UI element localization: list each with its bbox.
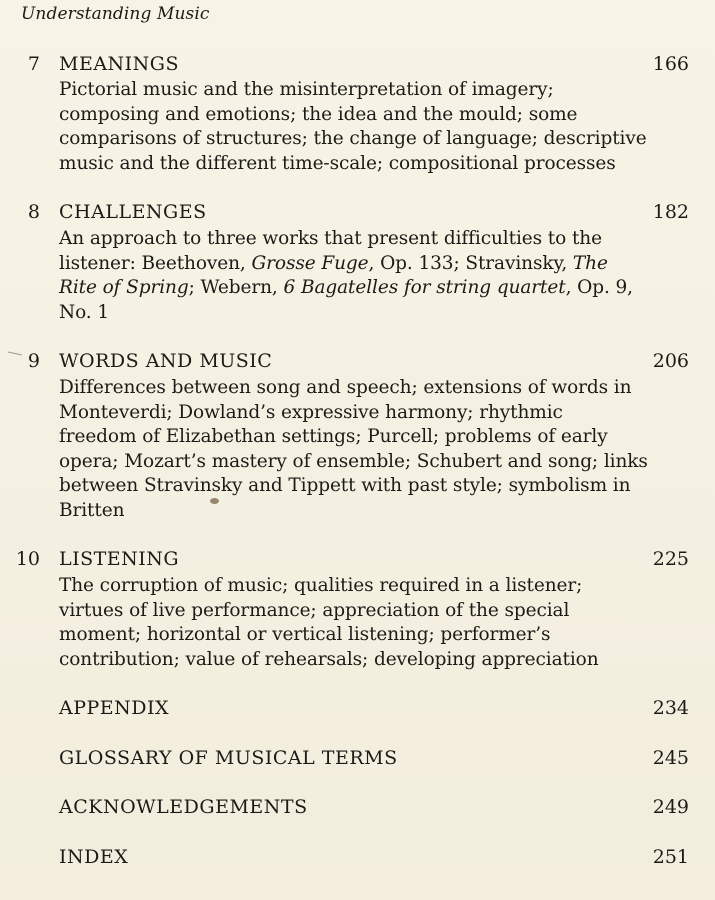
description-line: composing and emotions; the idea and the mould; some — [59, 103, 578, 125]
back-matter-page-number: 234 — [652, 697, 689, 719]
description-line — [59, 276, 649, 301]
description-line: Britten — [59, 499, 125, 521]
back-matter-title: APPENDIX — [59, 697, 170, 719]
back-matter-page-number: 245 — [652, 747, 689, 769]
chapter-number: 9 — [27, 350, 40, 372]
description-line: comparisons of structures; the change of language; descriptive — [59, 128, 647, 150]
back-matter-title: ACKNOWLEDGEMENTS — [59, 796, 308, 818]
work-title-italic: Rite of Spring — [59, 277, 189, 299]
text-run: , Op. 133; Stravinsky, — [368, 252, 573, 274]
chapter-description — [59, 376, 649, 524]
running-head: Understanding Music — [21, 4, 210, 24]
description-line: Differences between song and speech; extensions of words in — [59, 377, 632, 398]
text-run: listener: Beethoven, — [59, 252, 252, 274]
chapter-number: 10 — [15, 548, 40, 570]
chapter-page-number: 206 — [652, 350, 689, 372]
description-line: An approach to three works that present difficulties to the — [59, 228, 602, 249]
description-line: moment; horizontal or vertical listening; performer’s — [59, 624, 551, 646]
chapter-title: CHALLENGES — [59, 201, 207, 223]
text-run: ; Webern, — [188, 277, 284, 299]
description-line: The corruption of music; qualities required in a listener; — [59, 575, 583, 596]
work-title-italic: The — [572, 252, 608, 274]
back-matter-page-number: 249 — [652, 796, 689, 818]
chapter-title: WORDS AND MUSIC — [59, 350, 273, 372]
text-run: , Op. 9, — [565, 277, 633, 299]
chapter-title: MEANINGS — [59, 53, 179, 75]
chapter-page-number: 182 — [652, 201, 689, 223]
chapter-title: LISTENING — [59, 548, 180, 570]
work-title-italic: Grosse Fuge — [251, 252, 369, 274]
description-line: freedom of Elizabethan settings; Purcell; problems of early — [59, 426, 608, 448]
chapter-number: 7 — [27, 53, 40, 75]
description-line: Pictorial music and the misinterpretation of imagery; — [59, 79, 554, 100]
chapter-description — [59, 227, 649, 325]
chapter-number: 8 — [27, 201, 40, 223]
chapter-page-number: 225 — [652, 548, 689, 570]
description-line: music and the different time-scale; compositional processes — [59, 152, 616, 174]
description-line — [59, 252, 649, 277]
paper-speck — [210, 498, 219, 504]
work-title-italic: 6 Bagatelles for string quartet — [283, 277, 566, 299]
back-matter-title: GLOSSARY OF MUSICAL TERMS — [59, 747, 398, 769]
chapter-description — [59, 574, 649, 672]
back-matter-title: INDEX — [59, 846, 129, 868]
description-line: virtues of live performance; appreciation of the special — [59, 599, 570, 621]
description-line: opera; Mozart’s mastery of ensemble; Schubert and song; links — [59, 450, 648, 472]
description-line: contribution; value of rehearsals; developing appreciation — [59, 648, 599, 670]
chapter-description — [59, 78, 649, 176]
chapter-page-number: 166 — [652, 53, 689, 75]
description-line: No. 1 — [59, 301, 110, 323]
description-line: Monteverdi; Dowland’s expressive harmony; rhythmic — [59, 401, 563, 423]
back-matter-page-number: 251 — [652, 846, 689, 868]
description-line: between Stravinsky and Tippett with past style; symbolism in — [59, 475, 631, 497]
